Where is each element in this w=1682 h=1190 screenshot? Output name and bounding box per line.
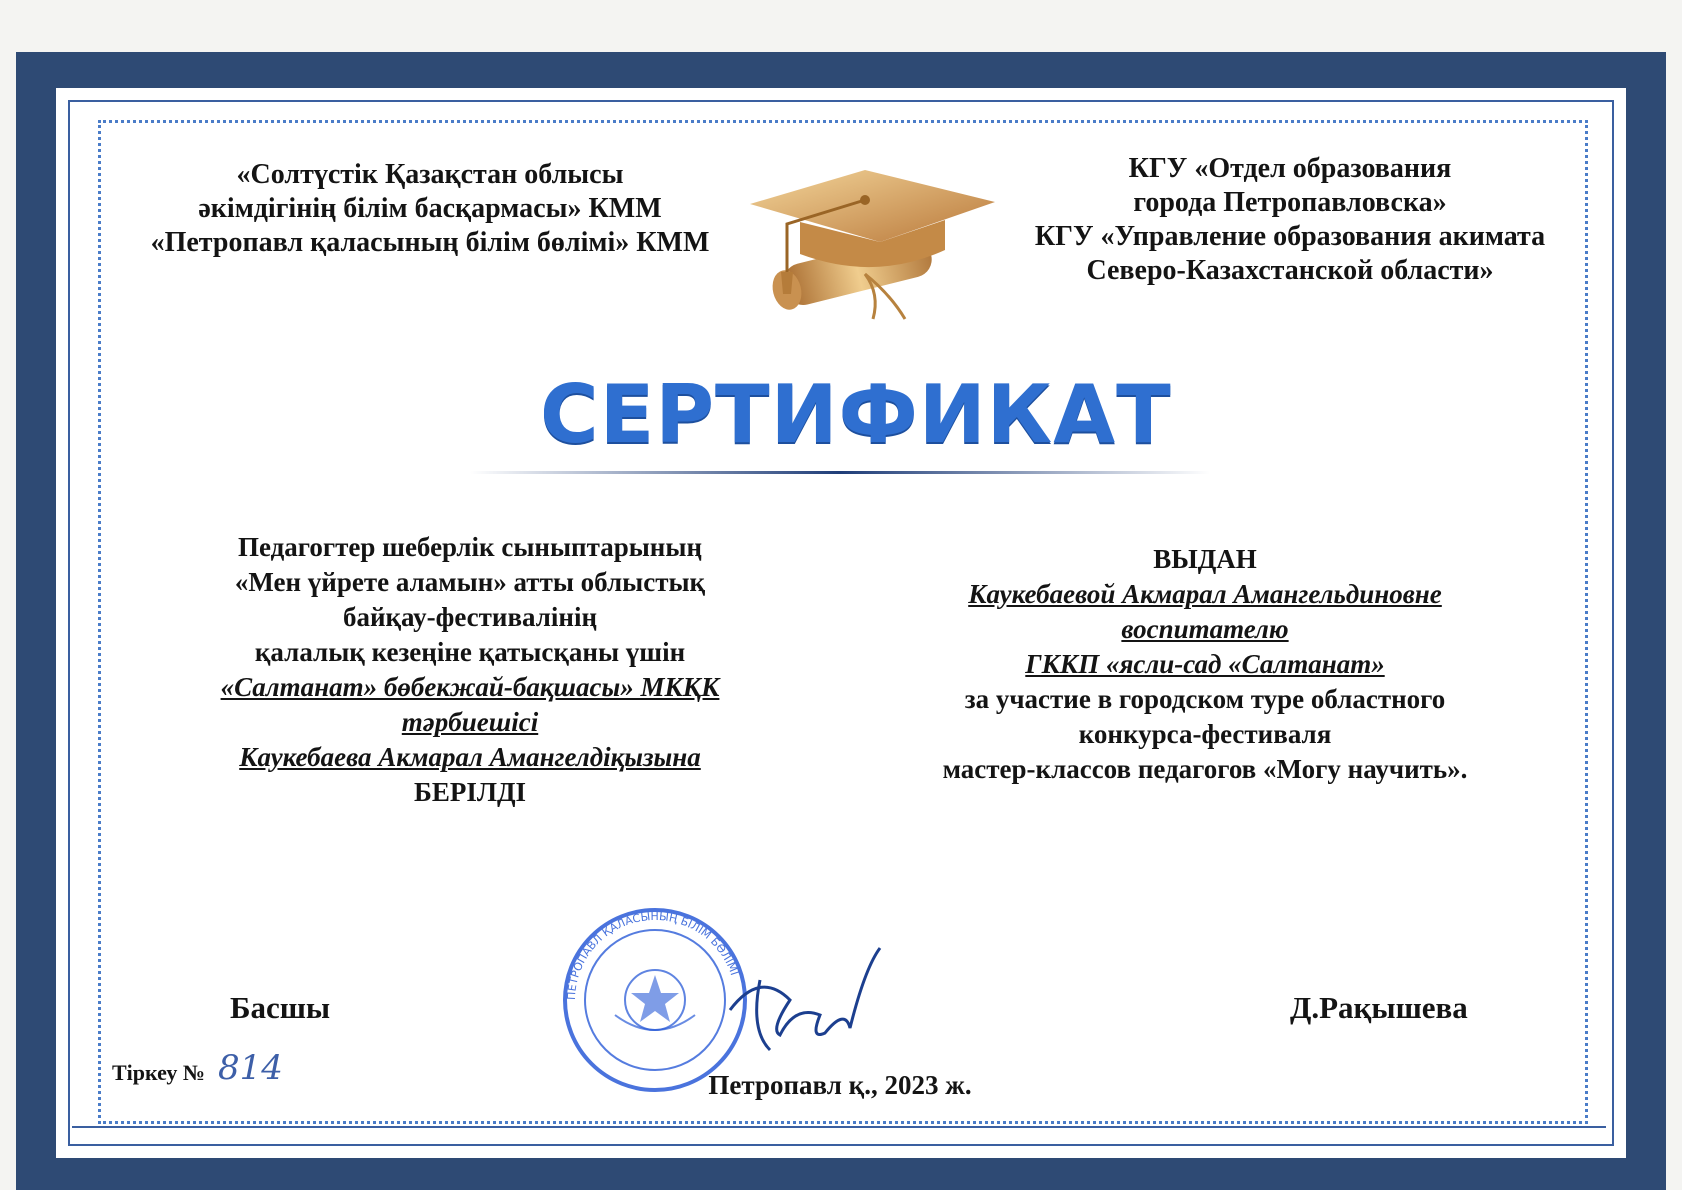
issued-kz: БЕРІЛДІ	[413, 777, 527, 807]
position-ru: воспитателю	[1121, 614, 1289, 644]
header-kz-line: «Солтүстік Қазақстан облысы	[236, 159, 624, 190]
header-russian	[1010, 152, 1570, 288]
body-russian	[880, 542, 1530, 787]
certificate-title: СЕРТИФИКАТ	[540, 368, 1172, 461]
body-kz-line: қалалық кезеңіне қатысқаны үшін	[254, 637, 686, 667]
header-ru-line: КГУ «Управление образования акимата	[1034, 221, 1546, 252]
graduation-cap-icon	[745, 162, 1000, 327]
recipient-name-ru: Каукебаевой Акмарал Амангельдиновне	[968, 579, 1442, 609]
body-ru-line: за участие в городском туре областного	[964, 684, 1446, 714]
body-kz-line: байқау-фестивалінің	[342, 602, 598, 632]
body-ru-line: мастер-классов педагогов «Могу научить».	[942, 754, 1468, 784]
body-ru-line: конкурса-фестиваля	[1078, 719, 1332, 749]
body-kazakh	[170, 530, 770, 810]
header-kazakh	[120, 158, 740, 260]
body-kz-line: «Мен үйрете аламын» атты облыстық	[234, 567, 706, 597]
signer-label: Басшы	[230, 990, 331, 1025]
institution-ru: ГККП «ясли-сад «Салтанат»	[1025, 649, 1385, 679]
registration-label: Тіркеу №	[112, 1060, 205, 1085]
header-ru-line: города Петропавловска»	[1133, 187, 1447, 218]
recipient-name-kz: Каукебаева Акмарал Амангелдіқызына	[239, 742, 701, 772]
registration-number: 814	[218, 1048, 283, 1088]
header-ru-line: КГУ «Отдел образования	[1128, 153, 1452, 184]
body-kz-line: Педагогтер шеберлік сыныптарының	[238, 532, 702, 562]
header-ru-line: Северо-Казахстанской области»	[1086, 255, 1494, 286]
signature	[720, 940, 900, 1060]
issued-ru: ВЫДАН	[1153, 544, 1257, 574]
position-kz: тәрбиешісі	[401, 707, 539, 737]
header-kz-line: «Петропавл қаласының білім бөлімі» КММ	[150, 227, 710, 258]
title-divider	[470, 470, 1210, 476]
institution-kz: «Салтанат» бөбекжай-бақшасы» МКҚК	[220, 672, 720, 702]
header-kz-line: әкімдігінің білім басқармасы» КММ	[198, 193, 662, 224]
signer-name: Д.Рақышева	[1290, 990, 1468, 1025]
seal-text: ПЕТРОПАВЛ ҚАЛАСЫНЫҢ БІЛІМ БӨЛІМІ	[564, 909, 741, 1001]
bottom-border-line	[72, 1126, 1606, 1134]
place-and-year: Петропавл қ., 2023 ж.	[708, 1070, 972, 1100]
